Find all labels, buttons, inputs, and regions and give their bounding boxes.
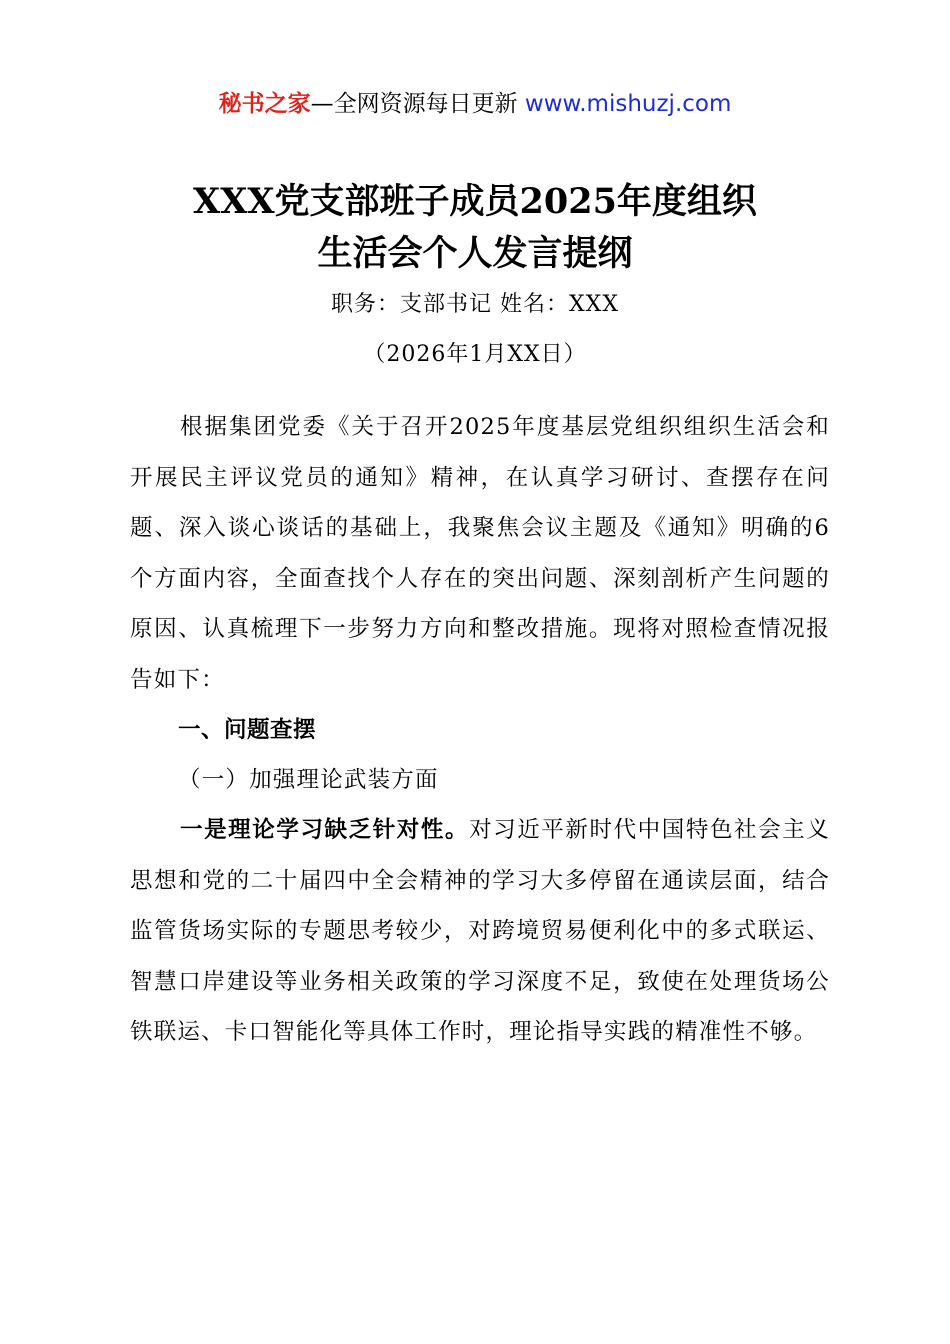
intro-paragraph: 根据集团党委《关于召开2025年度基层党组织组织生活会和开展民主评议党员的通知》精神，在认真学习研讨、查摆存在问题、深入谈心谈话的基础上，我聚焦会议主题及《通知》明确的6个方面内容，全面查找个人存在的突出问题、深刻剖析产生问题的原因、认真梳理下一步努力方向和整改措施。现将对照检查情况报告如下： [130,414,830,693]
document-title [0,176,950,280]
point-lead: 一是理论学习缺乏针对性。 [180,817,470,843]
document-date: （2026年1月XX日） [363,342,587,367]
brand-name: 秘书之家 [218,91,311,117]
point-paragraph [130,805,830,1058]
subsection-heading: （一）加强理论武装方面 [178,767,439,793]
title-line-1: XXX党支部班子成员2025年度组织 [193,181,757,222]
title-line-2: 生活会个人发言提纲 [317,233,633,274]
site-banner [0,88,950,120]
site-url-link[interactable]: www.mishuzj.com [524,91,732,117]
banner-tagline: —全网资源每日更新 [310,91,518,117]
section-heading: 一、问题查摆 [178,717,317,743]
author-role-line: 职务：支部书记 姓名：XXX [331,292,619,317]
point-body: 对习近平新时代中国特色社会主义思想和党的二十届四中全会精神的学习大多停留在通读层面，结合监管货场实际的专题思考较少，对跨境贸易便利化中的多式联运、智慧口岸建设等业务相关政策的学习深度不足，致使在处理货场公铁联运、卡口智能化等具体工作时，理论指导实践的精准性不够。 [130,817,830,1045]
